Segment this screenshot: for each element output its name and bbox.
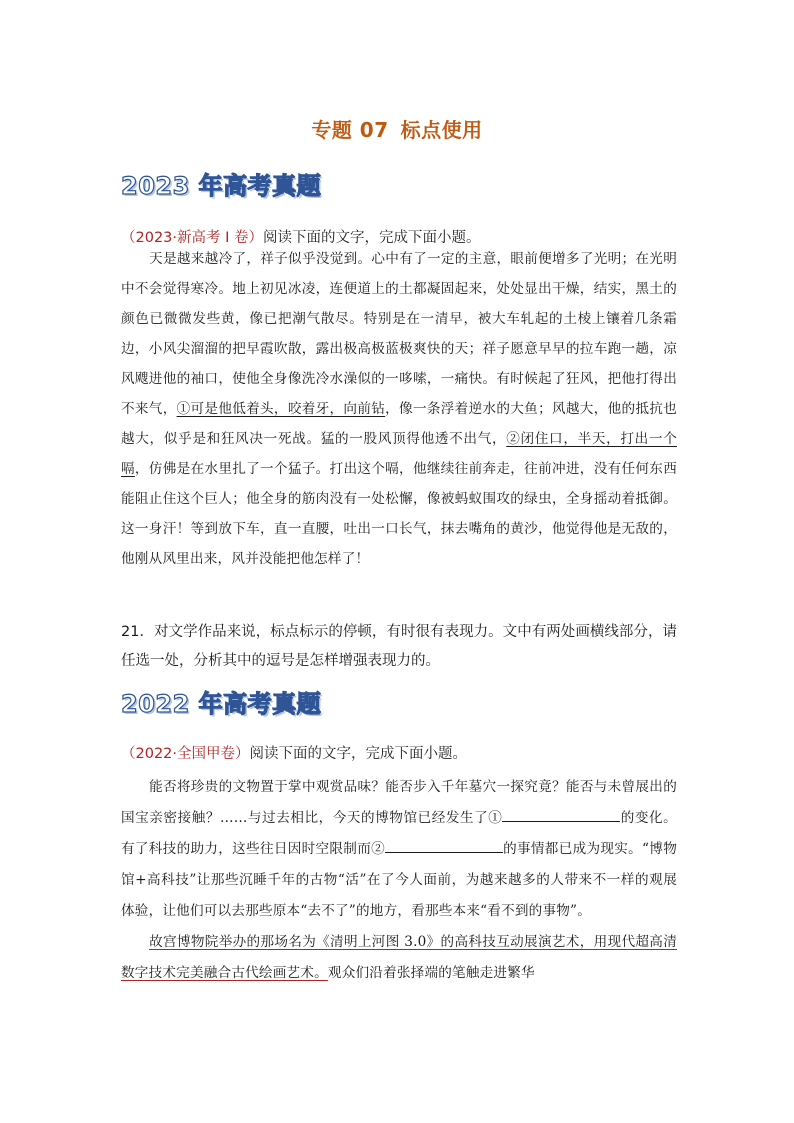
passage2-text-d: 观众们沿着张择端的笔触走进繁华 <box>327 965 535 981</box>
passage1-instruction: 阅读下面的文字，完成下面小题。 <box>263 230 481 246</box>
blank1-label: ① <box>488 810 503 826</box>
passage1-source-tag: （2023·新高考 I 卷） <box>121 230 264 246</box>
passage2-text-a: 能否将珍贵的文物置于掌中观赏品味？能否步入千年墓穴一探究竟？能否与未曾展出的国宝亲密接触？……与过去相比，今天的博物馆已经发生了 <box>121 779 677 826</box>
blank-2 <box>385 838 503 853</box>
passage1-underline-1: ①可是他低着头，咬着牙，向前钻 <box>176 401 386 417</box>
question-21: 21．对文学作品来说，标点标示的停顿，有时很有表现力。文中有两处画横线部分，请任选一处，分析其中的逗号是怎样增强表现力的。 <box>121 624 677 669</box>
passage1-text-a: 天是越来越冷了，祥子似乎没觉到。心中有了一定的主意，眼前便增多了光明；在光明中不会觉得寒冷。地上初见冰凌，连便道上的土都凝固起来，处处显出干燥，结实，黑土的颜色已微微发些黄，像已把潮气散尽。特别是在一清早，被大车轧起的土棱上镶着几条霜边，小风尖溜溜的把早霞吹散，露出极高极蓝极爽快的天；祥子愿意早早的拉车跑一趟，凉风飕进他的袖口，使他全身像洗冷水澡似的一哆嗦，一痛快。有时候起了狂风，把他打得出不来气， <box>121 251 677 417</box>
section-heading-2022: 2022 年高考真题 <box>121 690 322 718</box>
title-topic-number: 专题 07 <box>311 118 389 142</box>
title-topic-name: 标点使用 <box>400 118 483 142</box>
passage2-source <box>121 742 467 763</box>
document-title <box>0 114 794 143</box>
passage1-text-c: ，仿佛是在水里扎了一个猛子。打出这个嗝，他继续往前奔走，往前冲进，没有任何东西能阻止住这个巨人；他全身的筋肉没有一处松懈，像被蚂蚁围攻的绿虫，全身摇动着抵御。这一身汗！等到放下车，直一直腰，吐出一口长气，抹去嘴角的黄沙，他觉得他是无敌的，他刚从风里出来，风并没能把他怎样了！ <box>121 461 678 567</box>
passage1-text-b: ，像一条浮着逆水的大鱼；风越大，他的抵抗也越大，似乎是和狂风决一死战。猛的一股风顶得他透不出气， <box>121 401 677 447</box>
passage2-instruction: 阅读下面的文字，完成下面小题。 <box>249 746 468 762</box>
blank2-label: ② <box>371 841 386 857</box>
passage2-text-b: 的变化。有了科技的助力，这些往日因时空限制而 <box>121 810 677 857</box>
passage2-underline-3: 故宫博物院举办的那场名为《清明上河图 3.0》的高科技互动展演艺术，用现代超高清数字技术完美融合古代绘画艺术。 <box>121 934 677 981</box>
blank-1 <box>502 807 620 822</box>
passage1-underline-2: ②闭住口，半天，打出一个嗝 <box>121 431 677 477</box>
passage2-source-tag: （2022·全国甲卷） <box>121 746 250 762</box>
passage1-text <box>121 244 677 574</box>
section-heading-2023: 2023 年高考真题 <box>121 172 322 200</box>
passage2-text-c: 的事情都已成为现实。“博物馆+高科技”让那些沉睡千年的古物“活”在了今人面前，为越来越多的人带来不一样的观展体验，让他们可以去那些原本“去不了”的地方，看那些本来“看不到的事物”。 <box>121 841 677 919</box>
passage2-text <box>121 772 677 989</box>
